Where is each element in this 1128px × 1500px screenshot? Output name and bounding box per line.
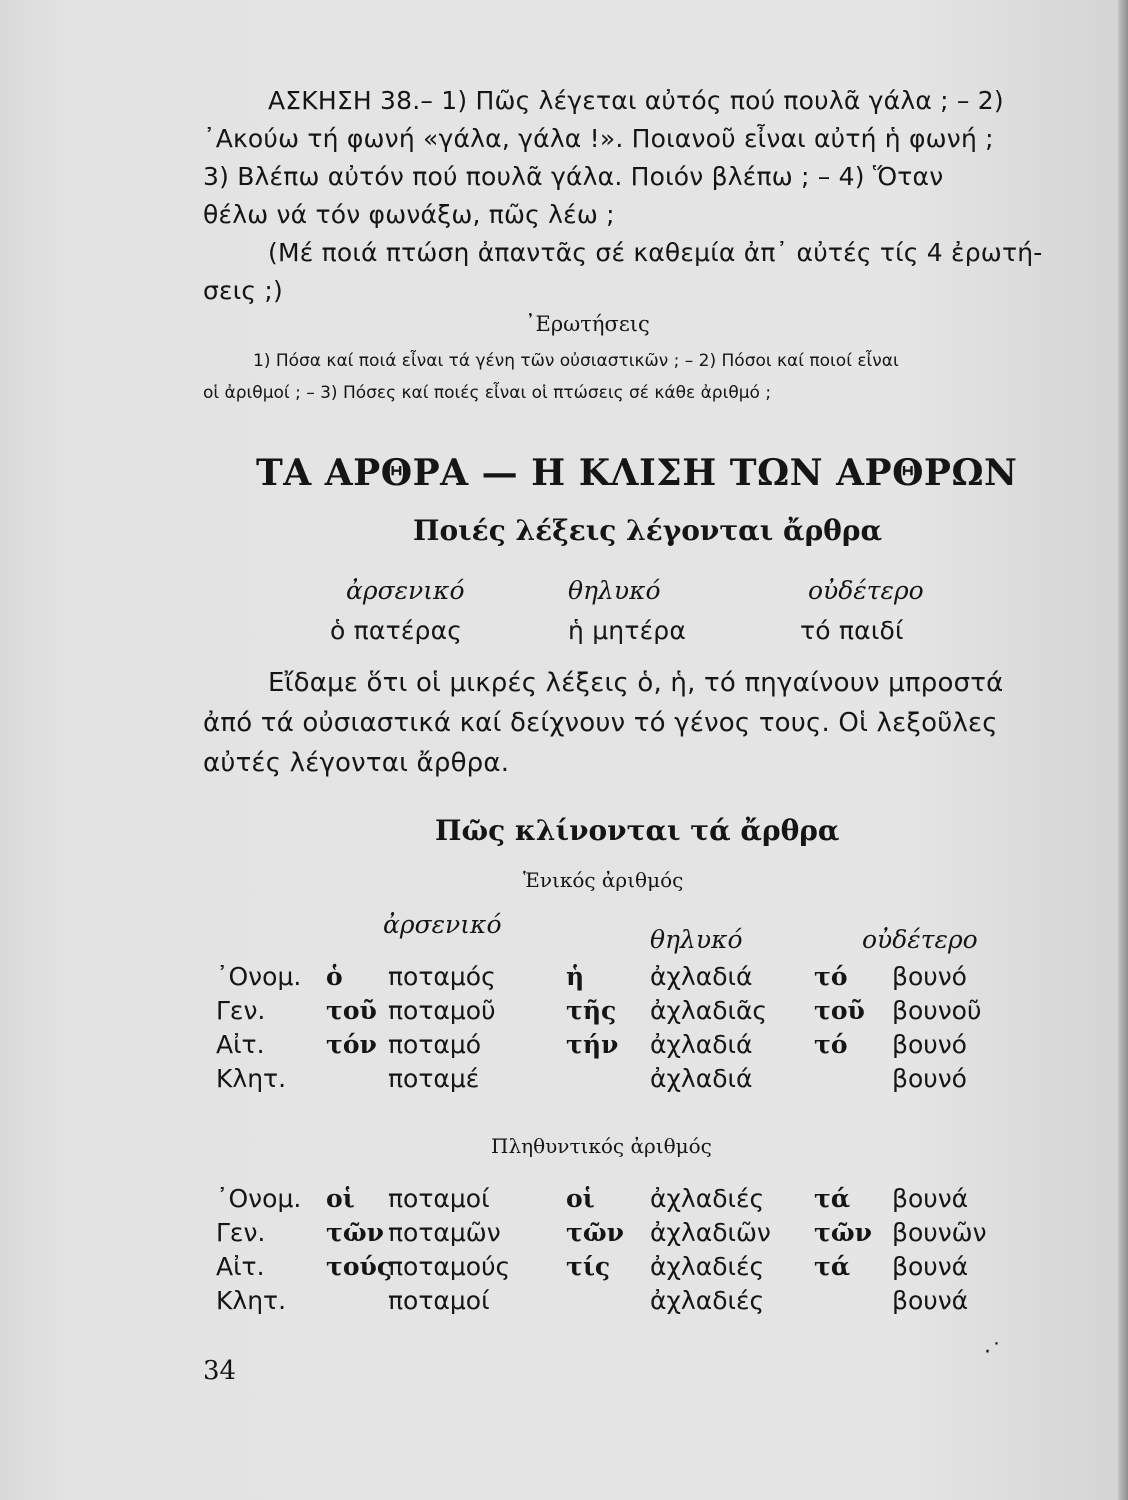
gender-neut-label: οὐδέτερο (808, 576, 924, 605)
cell-n-noun: βουνοῦ (892, 996, 982, 1025)
plural-title: Πληθυντικός ἀριθμός (491, 1134, 712, 1158)
cell-n-noun: βουνά (892, 1184, 969, 1213)
questions-title: ᾿Ερωτήσεις (525, 312, 650, 336)
cell-m-art: τῶν (326, 1218, 384, 1247)
cell-m-art: τούς (326, 1252, 393, 1281)
cell-m-noun: ποταμοί (388, 1286, 490, 1315)
cell-n-art: τοῦ (814, 996, 865, 1025)
paragraph-line-2: ἀπό τά οὐσιαστικά καί δείχνουν τό γένος τους. Οἱ λεξοῦλες (203, 708, 998, 738)
exercise-line-3: 3) Βλέπω αὐτόν πού πουλᾶ γάλα. Ποιόν βλέπω ; – 4) Ὅταν (203, 162, 944, 191)
exercise-line-6: σεις ;) (203, 276, 284, 305)
cell-n-noun: βουνό (892, 1064, 967, 1093)
example-fem: ἡ μητέρα (568, 616, 687, 645)
cell-f-noun: ἀχλαδιῶν (650, 1218, 771, 1247)
exercise-line-1: ΑΣΚΗΣΗ 38.– 1) Πῶς λέγεται αὐτός πού πουλᾶ γάλα ; – 2) (268, 86, 1004, 115)
cell-case: ᾿Ονομ. (216, 1184, 302, 1213)
cell-case: Κλητ. (216, 1064, 287, 1093)
question-line-2: οἱ ἀριθμοί ; – 3) Πόσες καί ποιές εἶναι οἱ πτώσεις σέ κάθε ἀριθμό ; (203, 383, 772, 403)
paragraph-line-3: αὐτές λέγονται ἄρθρα. (203, 748, 510, 778)
paragraph-line-1: Εἴδαμε ὅτι οἱ μικρές λέξεις ὁ, ἡ, τό πηγαίνουν μπροστά (268, 668, 1004, 698)
cell-n-noun: βουνό (892, 962, 967, 991)
cell-f-art: οἱ (566, 1184, 595, 1213)
gender-masc-label: ἀρσενικό (346, 576, 465, 605)
question-line-1: 1) Πόσα καί ποιά εἶναι τά γένη τῶν οὐσιαστικῶν ; – 2) Πόσοι καί ποιοί εἶναι (253, 351, 899, 371)
cell-f-art: τῆς (566, 996, 617, 1025)
cell-f-art: ἡ (566, 962, 585, 991)
cell-n-art: τό (814, 962, 848, 991)
cell-n-noun: βουνό (892, 1030, 967, 1059)
cell-n-noun: βουνά (892, 1252, 969, 1281)
cell-n-art: τά (814, 1184, 851, 1213)
cell-f-noun: ἀχλαδιά (650, 962, 753, 991)
table-neut-header: οὐδέτερο (862, 925, 978, 954)
cell-case: Αἰτ. (216, 1252, 265, 1281)
exercise-line-4: θέλω νά τόν φωνάξω, πῶς λέω ; (203, 200, 615, 229)
cell-n-art: τό (814, 1030, 848, 1059)
cell-m-noun: ποταμούς (388, 1252, 511, 1281)
cell-n-art: τά (814, 1252, 851, 1281)
section-title: ΤΑ ΑΡΘΡΑ — Η ΚΛΙΣΗ ΤΩΝ ΑΡΘΡΩΝ (256, 452, 1018, 494)
example-neut: τό παιδί (800, 616, 904, 645)
cell-f-art: τήν (566, 1030, 619, 1059)
cell-f-noun: ἀχλαδιᾶς (650, 996, 768, 1025)
cell-m-noun: ποταμοῦ (388, 996, 496, 1025)
cell-f-art: τῶν (566, 1218, 624, 1247)
cell-n-noun: βουνῶν (892, 1218, 987, 1247)
cell-f-noun: ἀχλαδιές (650, 1184, 765, 1213)
cell-m-noun: ποταμῶν (388, 1218, 501, 1247)
table-masc-header: ἀρσενικό (383, 910, 502, 939)
cell-n-art: τῶν (814, 1218, 872, 1247)
cell-case: ᾿Ονομ. (216, 962, 302, 991)
cell-f-noun: ἀχλαδιά (650, 1030, 753, 1059)
cell-case: Κλητ. (216, 1286, 287, 1315)
stray-mark: ·˙ (984, 1340, 1002, 1365)
cell-f-noun: ἀχλαδιές (650, 1252, 765, 1281)
cell-m-art: τοῦ (326, 996, 377, 1025)
example-masc: ὁ πατέρας (330, 616, 463, 645)
exercise-line-2: ᾿Ακούω τή φωνή «γάλα, γάλα !». Ποιανοῦ εἶναι αὐτή ἡ φωνή ; (203, 124, 994, 153)
cell-f-noun: ἀχλαδιές (650, 1286, 765, 1315)
subtitle-articles: Ποιές λέξεις λέγονται ἄρθρα (413, 514, 883, 547)
cell-m-art: τόν (326, 1030, 377, 1059)
gender-fem-label: θηλυκό (568, 576, 661, 605)
cell-m-noun: ποταμός (388, 962, 496, 991)
page-number: 34 (203, 1356, 237, 1386)
cell-f-art: τίς (566, 1252, 611, 1281)
table-fem-header: θηλυκό (650, 925, 743, 954)
exercise-line-5: (Μέ ποιά πτώση ἀπαντᾶς σέ καθεμία ἀπ᾿ αὐτές τίς 4 ἐρωτή- (268, 238, 1043, 267)
cell-case: Αἰτ. (216, 1030, 265, 1059)
cell-m-noun: ποταμέ (388, 1064, 480, 1093)
cell-m-art: οἱ (326, 1184, 355, 1213)
cell-m-noun: ποταμοί (388, 1184, 490, 1213)
cell-n-noun: βουνά (892, 1286, 969, 1315)
singular-title: Ἑνικός ἀριθμός (523, 868, 684, 892)
cell-m-art: ὁ (326, 962, 343, 991)
cell-case: Γεν. (216, 996, 266, 1025)
cell-case: Γεν. (216, 1218, 266, 1247)
cell-m-noun: ποταμό (388, 1030, 482, 1059)
subtitle-declension: Πῶς κλίνονται τά ἄρθρα (435, 814, 840, 847)
cell-f-noun: ἀχλαδιά (650, 1064, 753, 1093)
